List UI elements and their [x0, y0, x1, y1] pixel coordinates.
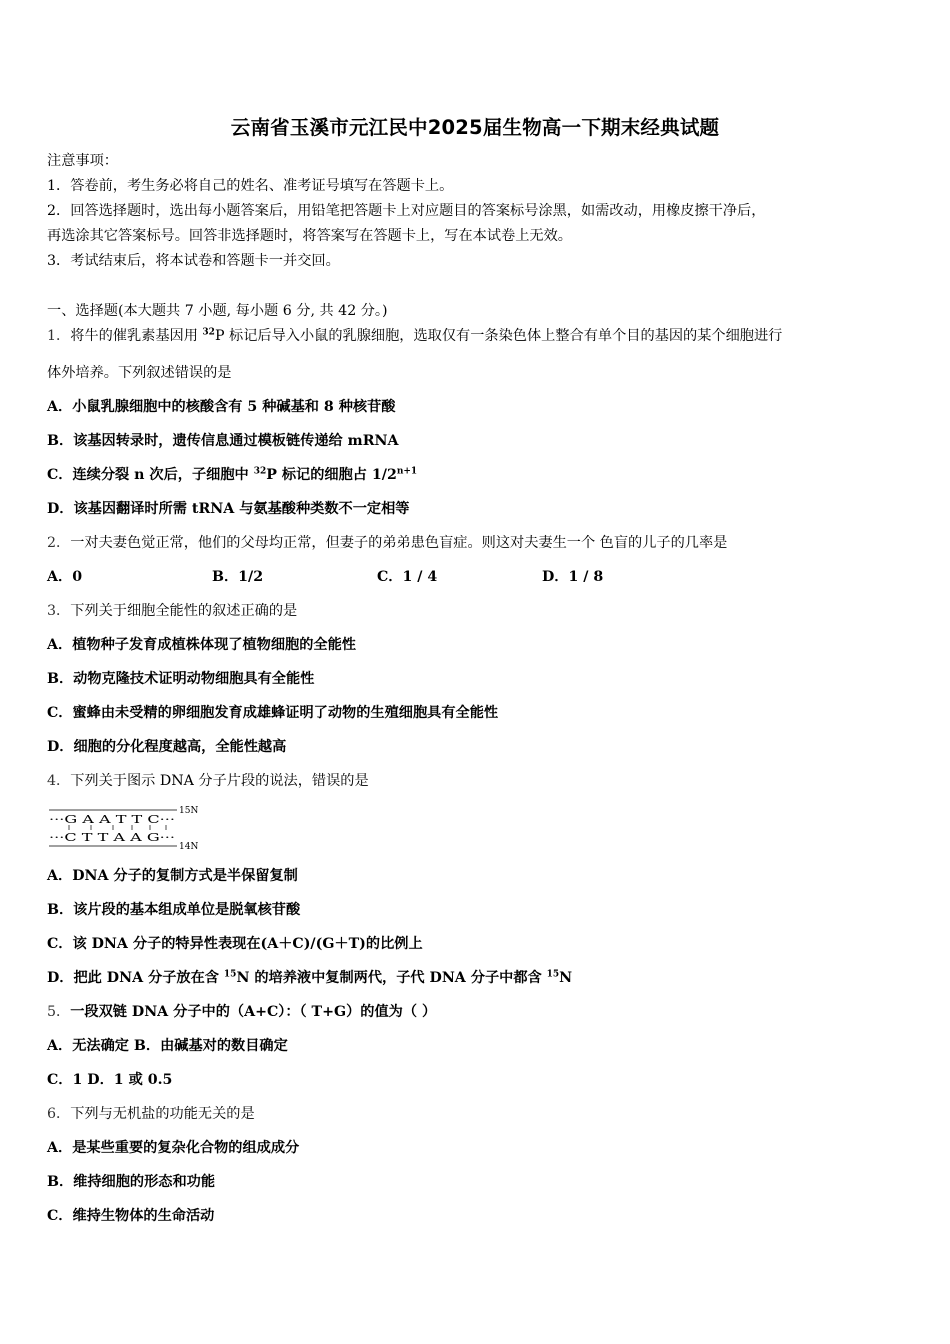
question-6-stem: 6．下列与无机盐的功能无关的是 [47, 1106, 255, 1122]
question-1-option-b: B．该基因转录时，遗传信息通过模板链传递给 mRNA [47, 433, 399, 449]
dna-top-strand: ···G A A T T C··· [49, 813, 175, 826]
question-1-option-d: D．该基因翻译时所需 tRNA 与氨基酸种类数不一定相等 [47, 501, 410, 517]
question-1-number: 1． [47, 328, 71, 344]
question-4-option-b: B．该片段的基本组成单位是脱氧核苷酸 [47, 902, 301, 918]
page-title: 云南省玉溪市元江民中2025届生物高一下期末经典试题 [230, 116, 720, 139]
question-6-option-b: B．维持细胞的形态和功能 [47, 1174, 216, 1190]
question-3-number: 3． [47, 603, 71, 619]
question-2-option-c: C．1 / 4 [377, 569, 438, 585]
question-1-option-a: A．小鼠乳腺细胞中的核酸含有 5 种碱基和 8 种核苷酸 [47, 399, 396, 415]
question-4-option-c: C．该 DNA 分子的特异性表现在(A＋C)/(G＋T)的比例上 [47, 936, 423, 952]
question-1-stem-cont: 体外培养。下列叙述错误的是 [47, 365, 232, 381]
dna-top-label: 15N [179, 806, 199, 816]
question-2-option-b: B．1/2 [212, 569, 264, 585]
question-3-option-b: B．动物克隆技术证明动物细胞具有全能性 [47, 671, 315, 687]
question-5-options-ab: A．无法确定 B．由碱基对的数目确定 [47, 1038, 288, 1054]
notice-item-1: 1．答卷前，考生务必将自己的姓名、准考证号填写在答题卡上。 [47, 178, 454, 194]
question-5-number: 5． [47, 1004, 71, 1020]
question-6-number: 6． [47, 1106, 71, 1122]
question-2-number: 2． [47, 535, 71, 551]
section-heading: 一、选择题(本大题共 7 小题, 每小题 6 分, 共 42 分。) [47, 303, 388, 319]
question-1-stem: 1．将牛的催乳素基因用 $^{32}$P 标记后导入小鼠的乳腺细胞，选取仅有一条染色体上整合有单个目的基因的某个细胞进行 [47, 327, 783, 344]
question-2-option-a: A．0 [47, 569, 83, 585]
question-3-option-d: D．细胞的分化程度越高，全能性越高 [47, 739, 287, 755]
notice-item-3: 3．考试结束后，将本试卷和答题卡一并交回。 [47, 253, 340, 269]
question-2-option-d: D．1 / 8 [542, 569, 604, 585]
question-5-stem: 5．一段双链 DNA 分子中的（A+C）：（ T+G）的值为（ ） [47, 1004, 437, 1020]
question-4-option-d: D．把此 DNA 分子放在含 $^{15}$N 的培养液中复制两代，子代 DNA 分子中都含 $^{15}$N [47, 969, 573, 986]
question-1-option-c: C．连续分裂 n 次后，子细胞中 $^{32}$P 标记的细胞占 $1/2^{n+1}$ [47, 466, 418, 483]
question-5-options-cd: C．1 D．1 或 0.5 [47, 1072, 173, 1088]
question-3-option-c: C．蜜蜂由未受精的卵细胞发育成雄蜂证明了动物的生殖细胞具有全能性 [47, 705, 499, 721]
question-3-stem: 3．下列关于细胞全能性的叙述正确的是 [47, 603, 298, 619]
notice-item-2-cont: 再选涂其它答案标号。回答非选择题时，将答案写在答题卡上，写在本试卷上无效。 [47, 228, 572, 244]
dna-fragment-figure [47, 803, 207, 853]
question-4-option-a: A．DNA 分子的复制方式是半保留复制 [47, 868, 298, 884]
dna-bottom-label: 14N [179, 842, 199, 852]
question-6-option-c: C．维持生物体的生命活动 [47, 1208, 215, 1224]
question-2-stem: 2．一对夫妻色觉正常，他们的父母均正常，但妻子的弟弟患色盲症。则这对夫妻生一个 色盲的儿子的几率是 [47, 535, 728, 551]
question-4-number: 4． [47, 773, 71, 789]
question-6-option-a: A．是某些重要的复杂化合物的组成成分 [47, 1140, 300, 1156]
notice-item-2: 2．回答选择题时，选出每小题答案后，用铅笔把答题卡上对应题目的答案标号涂黑，如需改动，用橡皮擦干净后， [47, 203, 766, 219]
notice-heading: 注意事项： [47, 153, 118, 169]
question-4-stem: 4．下列关于图示 DNA 分子片段的说法，错误的是 [47, 773, 369, 789]
dna-bottom-strand: ···C T T A A G··· [49, 831, 175, 844]
question-3-option-a: A．植物种子发育成植株体现了植物细胞的全能性 [47, 637, 356, 653]
